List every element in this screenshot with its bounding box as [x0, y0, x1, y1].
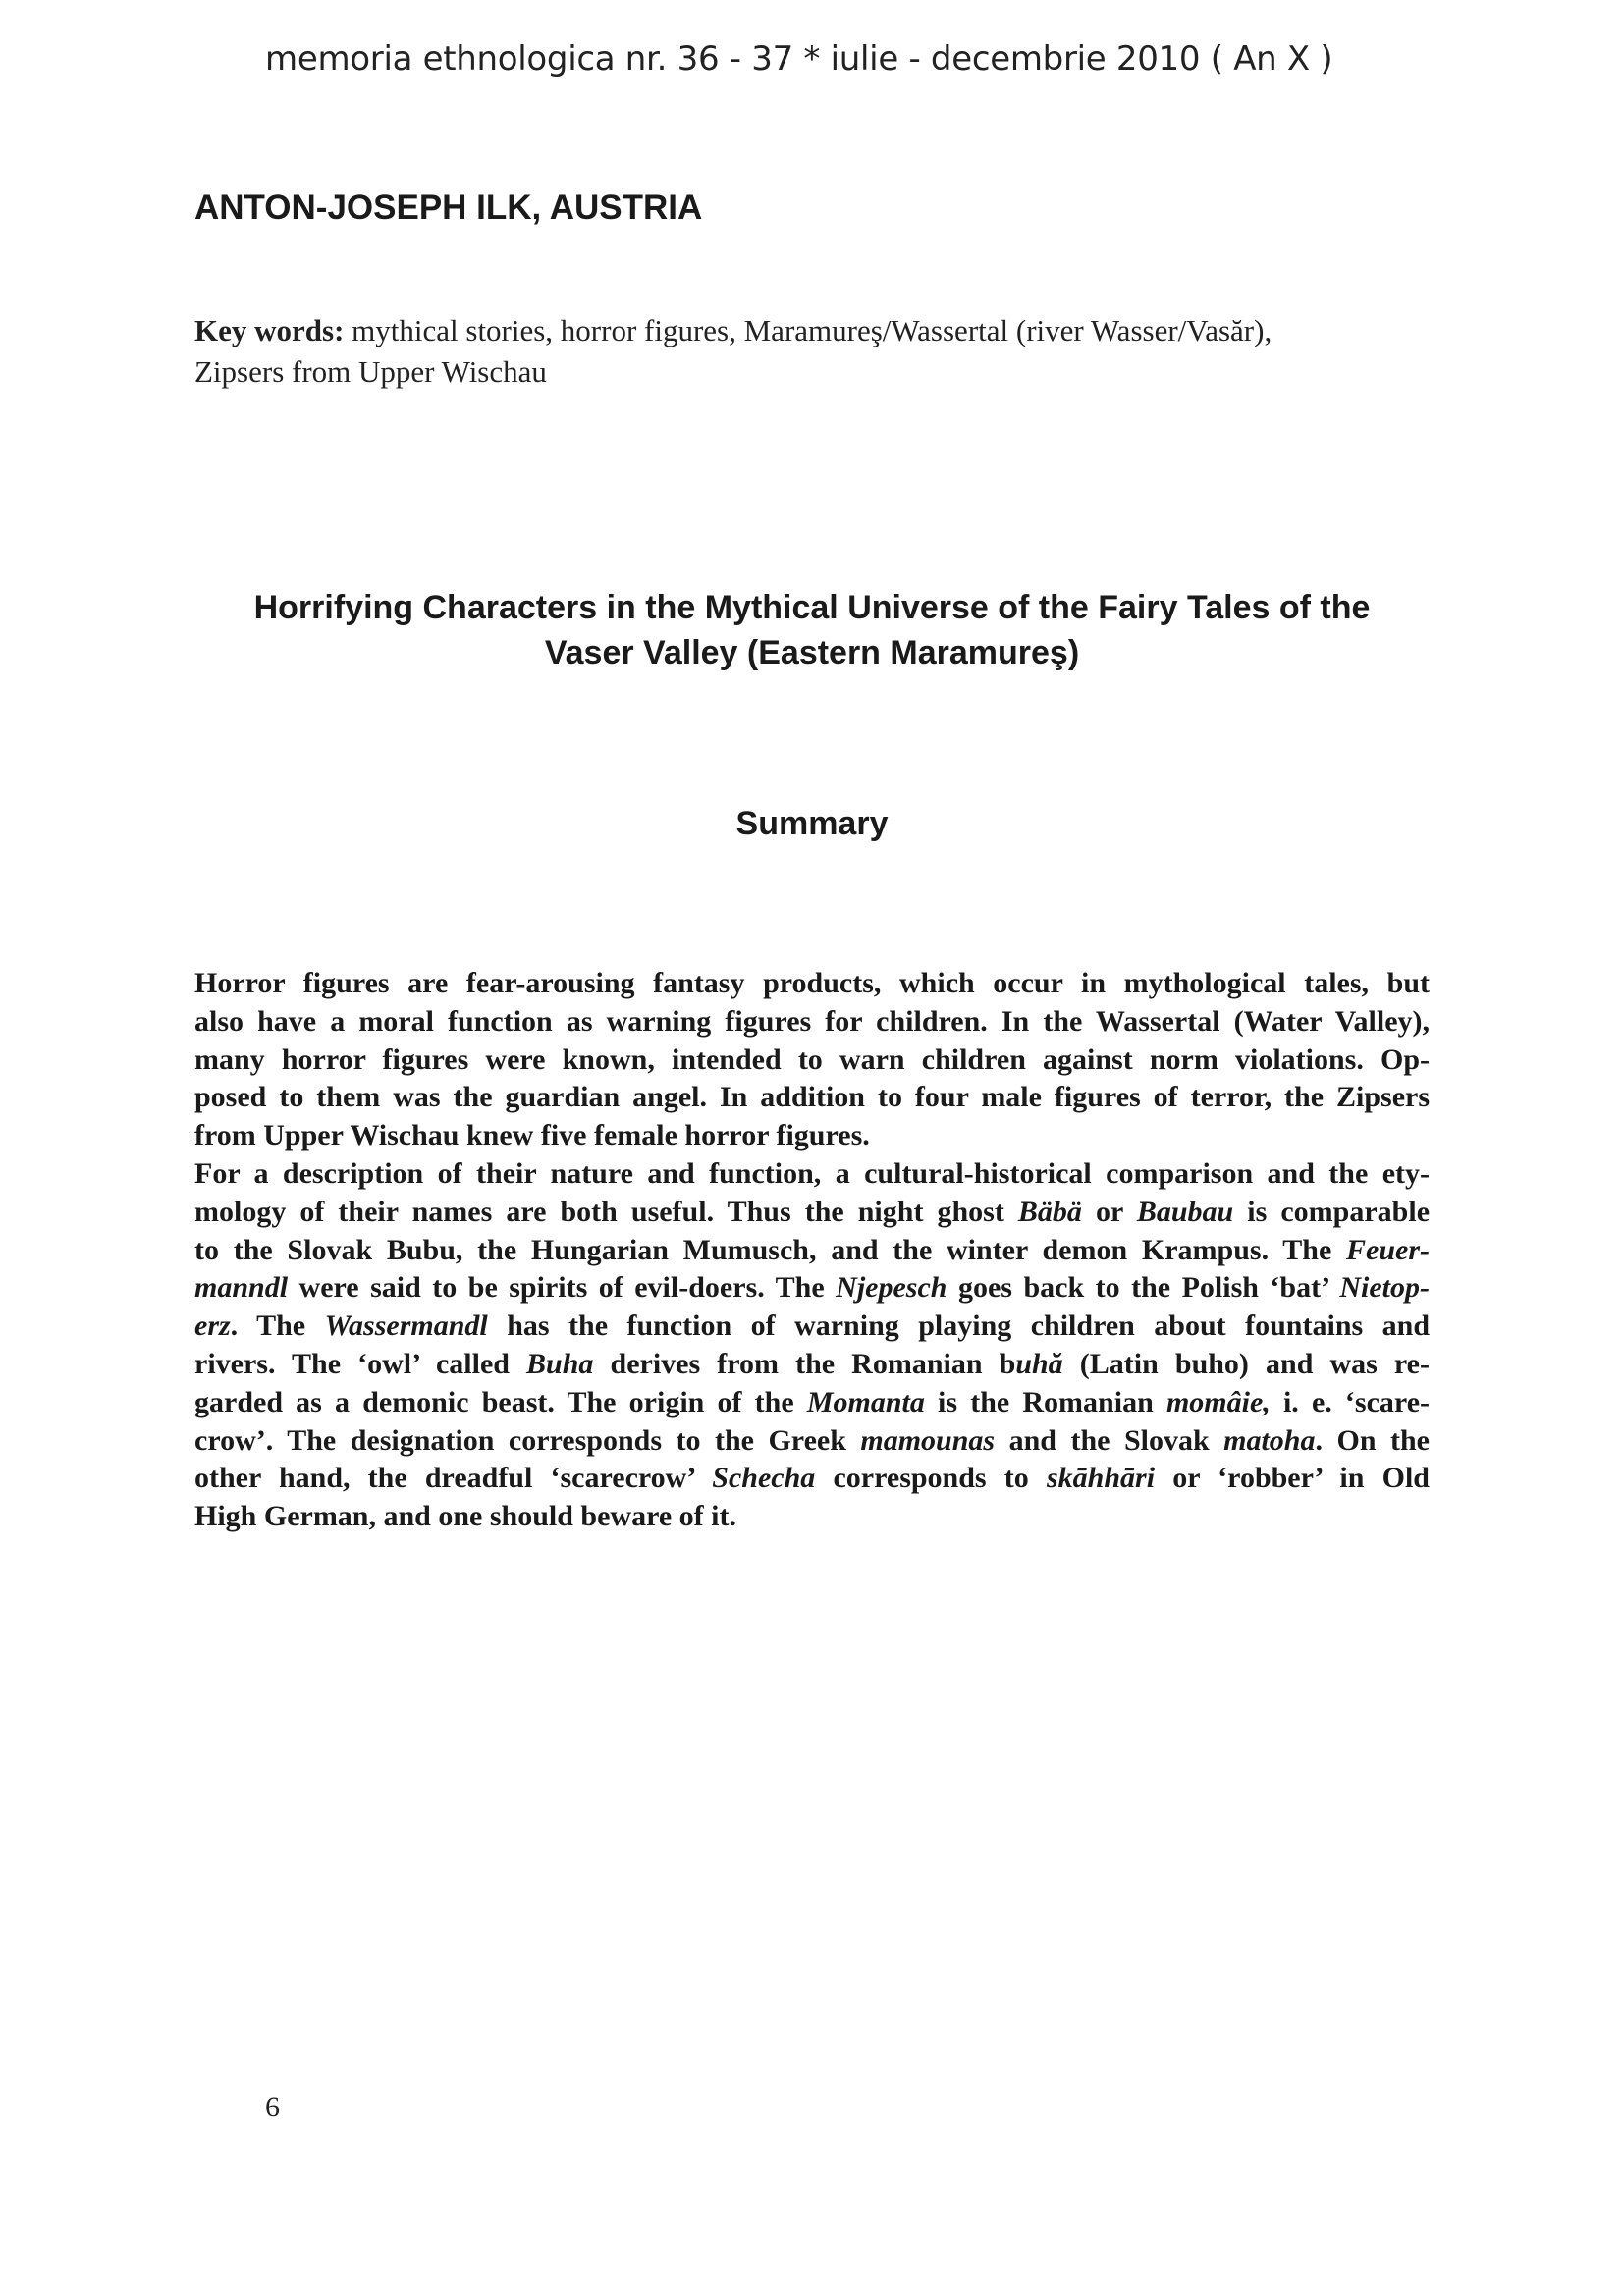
- summary-text: [194, 965, 1430, 1536]
- keywords: [194, 310, 1432, 393]
- author-name: ANTON-JOSEPH ILK, AUSTRIA: [194, 188, 703, 227]
- summary-line: For a description of their nature and function, a cultural-historical comparison and the ety-: [194, 1156, 1430, 1190]
- summary-line: mology of their names are both useful. Thus the night ghost Bäbä or Baubau is comparable: [194, 1195, 1431, 1228]
- summary-line: posed to them was the guardian angel. In addition to four male figures of terror, the Zipsers: [194, 1081, 1430, 1114]
- keywords-label: Key words:: [194, 313, 345, 347]
- summary-line: High German, and one should beware of it.: [194, 1500, 736, 1533]
- running-head: memoria ethnologica nr. 36 - 37 * iulie - decembrie 2010 ( An X ): [265, 39, 1333, 79]
- page-number: 6: [265, 2091, 280, 2123]
- summary-line: many horror figures were known, intended to warn children against norm violations. Op-: [194, 1042, 1430, 1076]
- summary-line: from Upper Wischau knew five female horror figures.: [194, 1119, 870, 1152]
- summary-line: to the Slovak Bubu, the Hungarian Mumusch, and the winter demon Krampus. The Feuer-: [194, 1233, 1430, 1266]
- keywords-line-2: Zipsers from Upper Wischau: [194, 354, 547, 389]
- summary-line: rivers. The ‘owl’ called Buha derives from the Romanian buhă (Latin buho) and was re-: [194, 1347, 1430, 1380]
- keywords-line-1: mythical stories, horror figures, Maramureş/Wassertal (river Wasser/Vasăr),: [344, 313, 1272, 347]
- summary-line: other hand, the dreadful ‘scarecrow’ Schecha corresponds to skāhhāri or ‘robber’ in Old: [194, 1462, 1430, 1495]
- title-line-1: Horrifying Characters in the Mythical Universe of the Fairy Tales of the: [253, 589, 1371, 626]
- title-line-2: Vaser Valley (Eastern Maramureş): [544, 634, 1080, 671]
- summary-line: Horror figures are fear-arousing fantasy products, which occur in mythological tales, but: [194, 967, 1430, 999]
- summary-heading: Summary: [735, 805, 889, 842]
- summary-line: also have a moral function as warning figures for children. In the Wassertal (Water Valley),: [194, 1004, 1430, 1038]
- article-title: [147, 585, 1477, 675]
- summary-line: erz. The Wassermandl has the function of warning playing children about fountains and: [194, 1309, 1431, 1343]
- summary-line: manndl were said to be spirits of evil-doers. The Njepesch goes back to the Polish ‘bat’ Nietop-: [194, 1271, 1430, 1305]
- summary-line: garded as a demonic beast. The origin of the Momanta is the Romanian momâie, i. e. ‘scare-: [194, 1385, 1430, 1418]
- summary-line: crow’. The designation corresponds to the Greek mamounas and the Slovak matoha. On the: [194, 1423, 1430, 1457]
